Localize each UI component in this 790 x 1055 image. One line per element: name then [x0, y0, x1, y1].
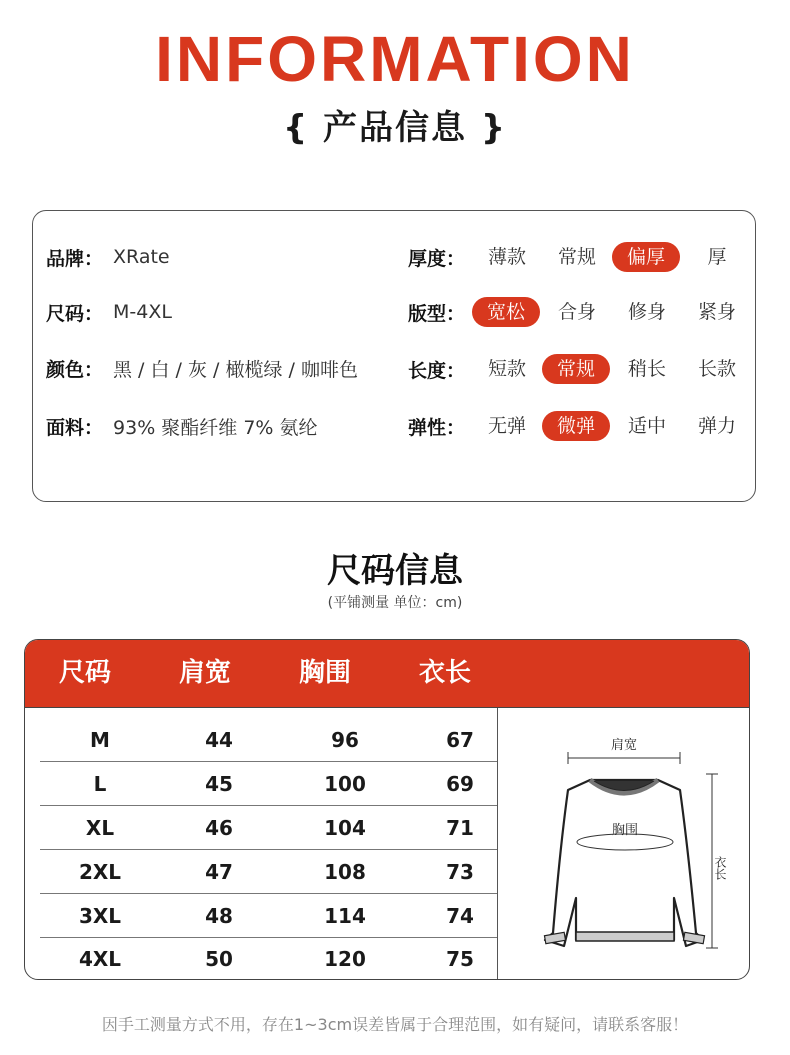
- info-value: XRate: [113, 246, 170, 268]
- attr-label: 版型：: [408, 302, 466, 325]
- info-value: 黑 / 白 / 灰 / 橄榄绿 / 咖啡色: [113, 358, 358, 381]
- cell-length: 67: [446, 728, 474, 752]
- attr-row-elasticity: [408, 411, 752, 441]
- attr-option: 适中: [627, 415, 666, 437]
- table-row: [40, 894, 497, 938]
- cell-chest: 114: [324, 904, 366, 928]
- info-label: 面料：: [46, 416, 104, 439]
- attr-option: 常规: [557, 246, 596, 268]
- info-row-size: [46, 297, 172, 327]
- footer-disclaimer: 因手工测量方式不用，存在1~3cm误差皆属于合理范围，如有疑问，请联系客服！: [101, 1015, 689, 1034]
- attr-option: 稍长: [627, 358, 666, 380]
- cell-shoulder: 47: [205, 860, 233, 884]
- attr-option-selected: 宽松: [472, 297, 540, 327]
- attr-row-fit: [408, 297, 752, 327]
- cell-size: 3XL: [78, 904, 122, 928]
- cell-size: 4XL: [78, 947, 122, 971]
- info-value: 93% 聚酯纤维 7% 氨纶: [113, 416, 318, 439]
- cell-shoulder: 48: [205, 904, 233, 928]
- cell-size: XL: [85, 816, 115, 840]
- size-table: [24, 639, 750, 980]
- cell-chest: 120: [324, 947, 366, 971]
- cell-length: 75: [446, 947, 474, 971]
- info-row-color: [46, 353, 358, 383]
- attr-option: 合身: [557, 301, 596, 323]
- size-section-note: (平铺测量 单位：cm): [327, 595, 463, 611]
- cell-length: 69: [446, 772, 474, 796]
- cell-chest: 100: [324, 772, 366, 796]
- cell-size: M: [90, 728, 110, 752]
- cell-length: 73: [446, 860, 474, 884]
- chest-label: 胸围: [611, 823, 639, 838]
- attr-option: 弹力: [697, 415, 736, 437]
- attr-option-selected: 微弹: [542, 411, 610, 441]
- cell-shoulder: 50: [205, 947, 233, 971]
- cell-length: 74: [446, 904, 474, 928]
- measurement-diagram: [498, 708, 750, 980]
- cell-shoulder: 46: [205, 816, 233, 840]
- sweater-measure-icon: [498, 708, 750, 980]
- cell-chest: 104: [324, 816, 366, 840]
- attr-option: 长款: [697, 358, 736, 380]
- header-length: 衣长: [418, 658, 471, 688]
- attr-option: 无弹: [487, 415, 526, 437]
- attr-label: 弹性：: [408, 416, 466, 439]
- cell-shoulder: 45: [205, 772, 233, 796]
- info-row-brand: [46, 242, 170, 272]
- size-section-title: 尺码信息: [327, 551, 463, 591]
- table-row: [40, 718, 497, 762]
- shoulder-label: 肩宽: [610, 738, 638, 753]
- info-label: 品牌：: [46, 247, 104, 270]
- attr-option: 修身: [627, 301, 666, 323]
- attr-option: 厚: [707, 246, 727, 268]
- attr-label: 厚度：: [408, 247, 466, 270]
- attr-option: 短款: [487, 358, 526, 380]
- attr-option-selected: 偏厚: [612, 242, 680, 272]
- table-row: [40, 762, 497, 806]
- attr-row-thickness: [408, 242, 752, 272]
- cell-size: L: [93, 772, 107, 796]
- header-chest: 胸围: [298, 658, 351, 688]
- cell-chest: 96: [331, 728, 359, 752]
- size-table-header: [25, 640, 750, 708]
- attr-row-length: [408, 354, 752, 384]
- attr-label: 长度：: [408, 359, 466, 382]
- table-row: [40, 806, 497, 850]
- cell-length: 71: [446, 816, 474, 840]
- info-label: 颜色：: [46, 358, 104, 381]
- attr-option-selected: 常规: [542, 354, 610, 384]
- header-size: 尺码: [58, 658, 111, 688]
- page-subtitle: { 产品信息 }: [282, 108, 508, 148]
- length-label: 衣长: [713, 856, 727, 880]
- attr-option: 紧身: [697, 301, 736, 323]
- cell-shoulder: 44: [205, 728, 233, 752]
- page-title: INFORMATION: [155, 23, 635, 95]
- table-row: [40, 937, 497, 980]
- info-label: 尺码：: [46, 302, 104, 325]
- info-row-fabric: [46, 411, 318, 441]
- cell-size: 2XL: [78, 860, 122, 884]
- header-shoulder: 肩宽: [178, 658, 231, 688]
- info-value: M-4XL: [113, 301, 172, 323]
- cell-chest: 108: [324, 860, 366, 884]
- attr-option: 薄款: [487, 246, 526, 268]
- table-row: [40, 850, 497, 894]
